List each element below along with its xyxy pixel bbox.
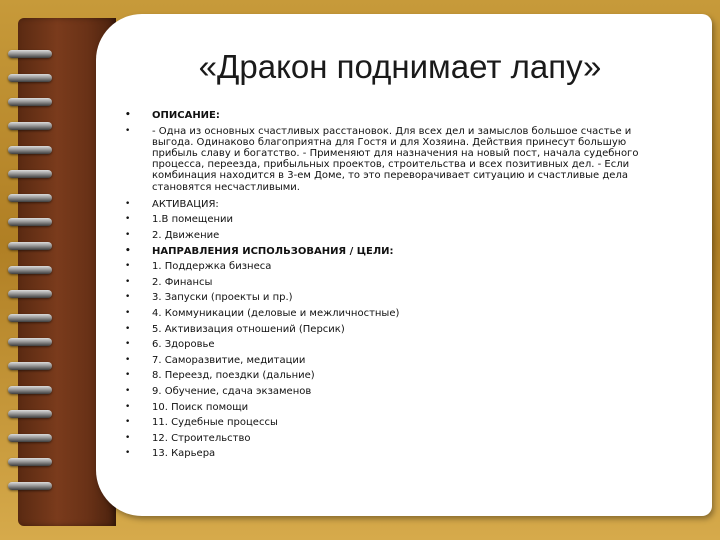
list-item: • 2. Финансы bbox=[120, 275, 660, 291]
binder-ring-icon bbox=[8, 98, 52, 106]
binder-ring-icon bbox=[8, 218, 52, 226]
binder-ring-icon bbox=[8, 146, 52, 154]
binder-ring-icon bbox=[8, 122, 52, 130]
list-item: • 2. Движение bbox=[120, 228, 660, 244]
list-item: • 9. Обучение, сдача экзаменов bbox=[120, 384, 660, 400]
list-item: • 13. Карьера bbox=[120, 446, 660, 462]
list-item: • 5. Активизация отношений (Персик) bbox=[120, 322, 660, 338]
binder-ring-icon bbox=[8, 194, 52, 202]
binder-ring-icon bbox=[8, 458, 52, 466]
content-list bbox=[120, 108, 660, 462]
slide-title: «Дракон поднимает лапу» bbox=[198, 48, 602, 85]
binder-ring-icon bbox=[8, 74, 52, 82]
list-item: • 8. Переезд, поездки (дальние) bbox=[120, 368, 660, 384]
list-item: • 7. Саморазвитие, медитации bbox=[120, 353, 660, 369]
binder-ring-icon bbox=[8, 50, 52, 58]
list-item: • 10. Поиск помощи bbox=[120, 400, 660, 416]
binder-ring-icon bbox=[8, 338, 52, 346]
binder-ring-icon bbox=[8, 314, 52, 322]
binder-ring-icon bbox=[8, 410, 52, 418]
list-item: • 4. Коммуникации (деловые и межличностные) bbox=[120, 306, 660, 322]
activation-heading: • АКТИВАЦИЯ: bbox=[120, 197, 660, 213]
description-text: • - Одна из основных счастливых расстановок. Для всех дел и замыслов большое счастье и выгода. Одинаково благоприятна для Гостя и для Хозяина. Действия принесут большую прибыль славу и богатство. - Применяют для назначения на новый пост, начала судебного процесса, переезда, прибыльных проектов, строительства и всех позитивных дел. - Если комбинация находится в 3-ем Доме, то это переворачивает ситуацию и счастливые дела становятся несчастливыми. bbox=[120, 126, 660, 193]
list-item: • 3. Запуски (проекты и пр.) bbox=[120, 290, 660, 306]
purposes-heading: • НАПРАВЛЕНИЯ ИСПОЛЬЗОВАНИЯ / ЦЕЛИ: bbox=[120, 244, 660, 260]
description-heading: • ОПИСАНИЕ: bbox=[120, 108, 660, 124]
binder-ring-icon bbox=[8, 386, 52, 394]
list-item: • 12. Строительство bbox=[120, 431, 660, 447]
binder-ring-icon bbox=[8, 362, 52, 370]
list-item: • 1.В помещении bbox=[120, 212, 660, 228]
binder-ring-icon bbox=[8, 482, 52, 490]
list-item: • 11. Судебные процессы bbox=[120, 415, 660, 431]
binder-ring-icon bbox=[8, 242, 52, 250]
binder-ring-icon bbox=[8, 266, 52, 274]
binder-ring-icon bbox=[8, 290, 52, 298]
binder-ring-icon bbox=[8, 170, 52, 178]
list-item: • 1. Поддержка бизнеса bbox=[120, 259, 660, 275]
binder-ring-icon bbox=[8, 434, 52, 442]
list-item: • 6. Здоровье bbox=[120, 337, 660, 353]
